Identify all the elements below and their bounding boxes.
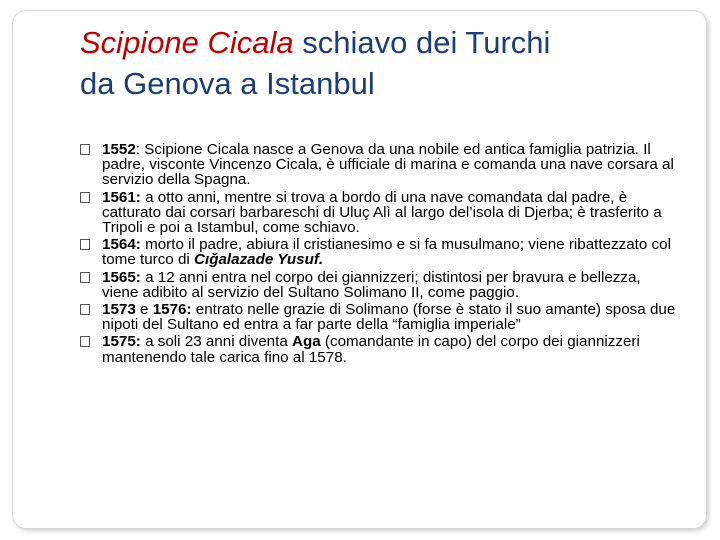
item-sep: :: [135, 236, 146, 254]
item-year: 1561: [102, 188, 136, 206]
checkbox-bullet-icon: [80, 192, 90, 203]
list-item: [80, 142, 680, 188]
item-text: morto il padre, abiura il cristianesimo e si fa musulmano; viene ribattezzato col tome turco di: [102, 236, 671, 269]
bullet-list: [80, 142, 680, 367]
title-name: Scipione Cicala: [80, 25, 294, 60]
title-line1-rest: schiavo dei Turchi: [293, 25, 551, 60]
item-text: a otto anni, mentre si trova a bordo di una nave comandata dal padre, è catturato dai corsari barbareschi di Uluç Alì al largo del’isola di Djerba; è trasferito a Tripoli e poi a Istambul, come schiavo.: [102, 188, 662, 237]
item-sep: :: [135, 268, 146, 286]
item-bold-word: Aga: [292, 333, 321, 351]
item-year: 1552: [102, 141, 136, 158]
item-text: entrato nelle grazie di Solimano (forse è stato il suo amante) sposa due nipoti del Sultano ed entra a far parte della “famiglia imperiale”: [102, 301, 676, 334]
title-line2: da Genova a Istanbul: [80, 66, 375, 101]
checkbox-bullet-icon: [80, 239, 90, 250]
checkbox-bullet-icon: [80, 272, 90, 283]
item-text: a 12 anni entra nel corpo dei giannizzeri; distintosi per bravura e bellezza, viene adibito al servizio del Sultano Solimano II, come paggio.: [102, 268, 641, 301]
item-year: 1575: [102, 333, 136, 351]
checkbox-bullet-icon: [80, 144, 90, 155]
list-item: [80, 190, 680, 236]
item-sep: :: [135, 141, 145, 158]
list-item: [80, 270, 680, 300]
item-year: 1565: [102, 268, 136, 286]
item-sep: :: [186, 301, 196, 319]
item-text: Scipione Cicala nasce a Genova da una nobile ed antica famiglia patrizia. Il padre, visconte Vincenzo Cicala, è ufficiale di marina e comanda una nave corsara al servizio della Spagna.: [102, 141, 674, 189]
list-item: [80, 237, 680, 267]
item-year: 1564: [102, 236, 136, 254]
checkbox-bullet-icon: [80, 304, 90, 315]
list-item: [80, 334, 680, 364]
item-mid: e: [135, 301, 153, 319]
item-year-b: 1576: [152, 301, 187, 319]
item-text-after: (comandante in capo) del corpo dei giannizzeri mantenendo tale carica fino al 1578.: [102, 333, 640, 366]
list-item: [80, 302, 680, 332]
item-sep: :: [135, 188, 146, 206]
slide-title: [80, 22, 680, 104]
item-emphasis: Cıǧalazade Yusuf.: [194, 251, 324, 269]
item-year-a: 1573: [102, 301, 136, 319]
item-text: a soli 23 anni diventa: [145, 333, 292, 351]
checkbox-bullet-icon: [80, 336, 90, 347]
item-sep: :: [135, 333, 146, 351]
